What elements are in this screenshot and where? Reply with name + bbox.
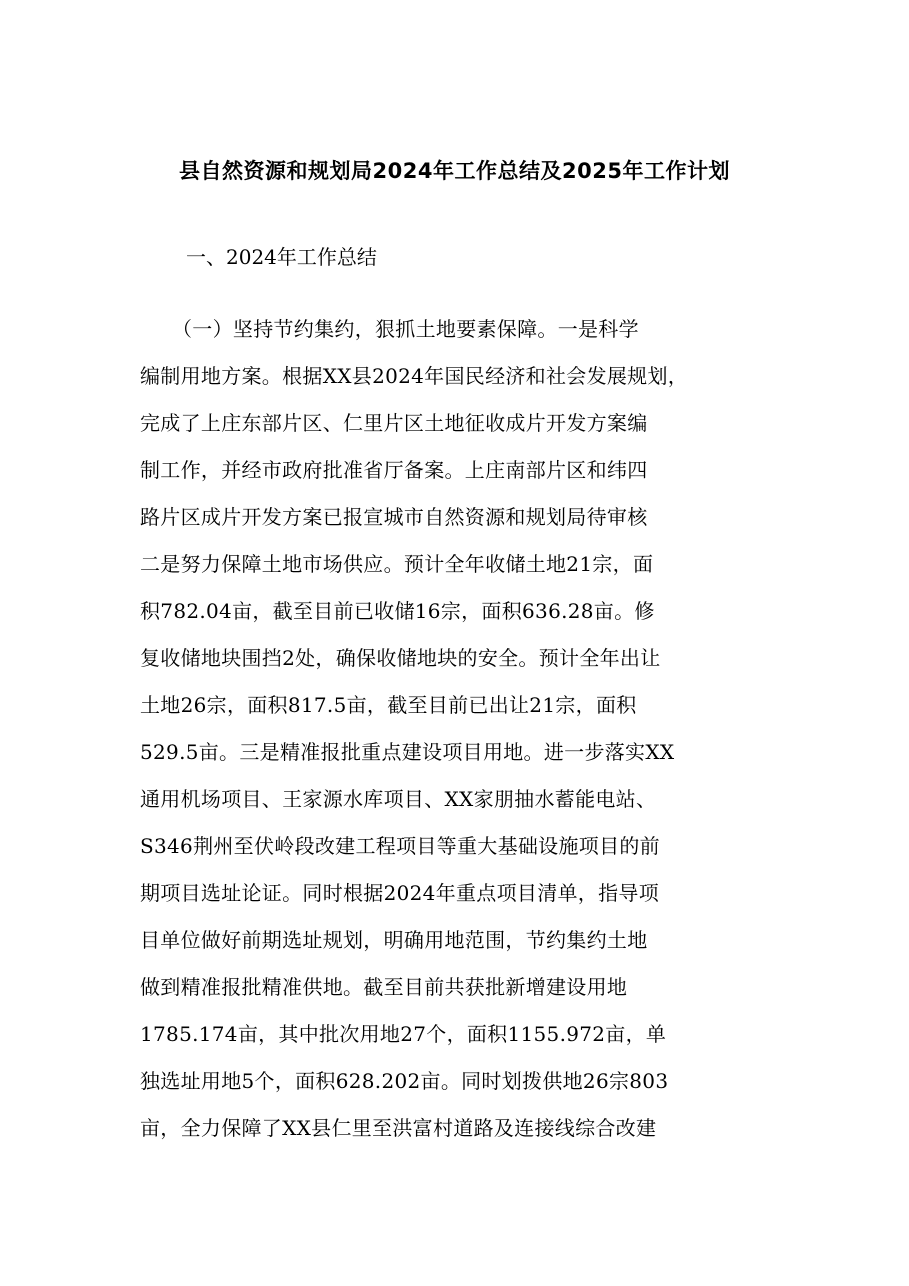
- paragraph-line: 529.5亩。三是精准报批重点建设项目用地。进一步落实XX: [140, 740, 675, 764]
- paragraph-line: 目单位做好前期选址规划，明确用地范围，节约集约土地: [140, 928, 648, 952]
- paragraph-line: 土地26宗，面积817.5亩，截至目前已出让21宗，面积: [140, 693, 637, 717]
- paragraph-line: 独选址用地5个，面积628.202亩。同时划拨供地26宗803: [140, 1069, 669, 1093]
- paragraph-line: 路片区成片开发方案已报宣城市自然资源和规划局待审核: [140, 505, 648, 529]
- paragraph-line: 做到精准报批精准供地。截至目前共获批新增建设用地: [140, 975, 628, 999]
- paragraph-line: 期项目选址论证。同时根据2024年重点项目清单，指导项: [140, 881, 659, 905]
- paragraph-line: 1785.174亩，其中批次用地27个，面积1155.972亩，单: [140, 1022, 667, 1046]
- paragraph-line: 制工作，并经市政府批准省厅备案。上庄南部片区和纬四: [140, 458, 648, 482]
- document-title: 县自然资源和规划局2024年工作总结及2025年工作计划: [179, 159, 730, 183]
- paragraph-line: 完成了上庄东部片区、仁里片区土地征收成片开发方案编: [140, 411, 648, 435]
- body-paragraph: [140, 313, 780, 1159]
- paragraph-line: 亩，全力保障了XX县仁里至洪富村道路及连接线综合改建: [140, 1116, 657, 1140]
- paragraph-line: 编制用地方案。根据XX县2024年国民经济和社会发展规划，: [140, 364, 689, 388]
- section-heading: 一、2024年工作总结: [186, 245, 377, 269]
- paragraph-line: （一）坚持节约集约，狠抓土地要素保障。一是科学: [172, 317, 639, 341]
- paragraph-line: 通用机场项目、王家源水库项目、XX家朋抽水蓄能电站、: [140, 787, 657, 811]
- paragraph-line: S346荆州至伏岭段改建工程项目等重大基础设施项目的前: [140, 834, 660, 858]
- paragraph-line: 二是努力保障土地市场供应。预计全年收储土地21宗，面: [140, 552, 654, 576]
- paragraph-line: 积782.04亩，截至目前已收储16宗，面积636.28亩。修: [140, 599, 655, 623]
- paragraph-line: 复收储地块围挡2处，确保收储地块的安全。预计全年出让: [140, 646, 661, 670]
